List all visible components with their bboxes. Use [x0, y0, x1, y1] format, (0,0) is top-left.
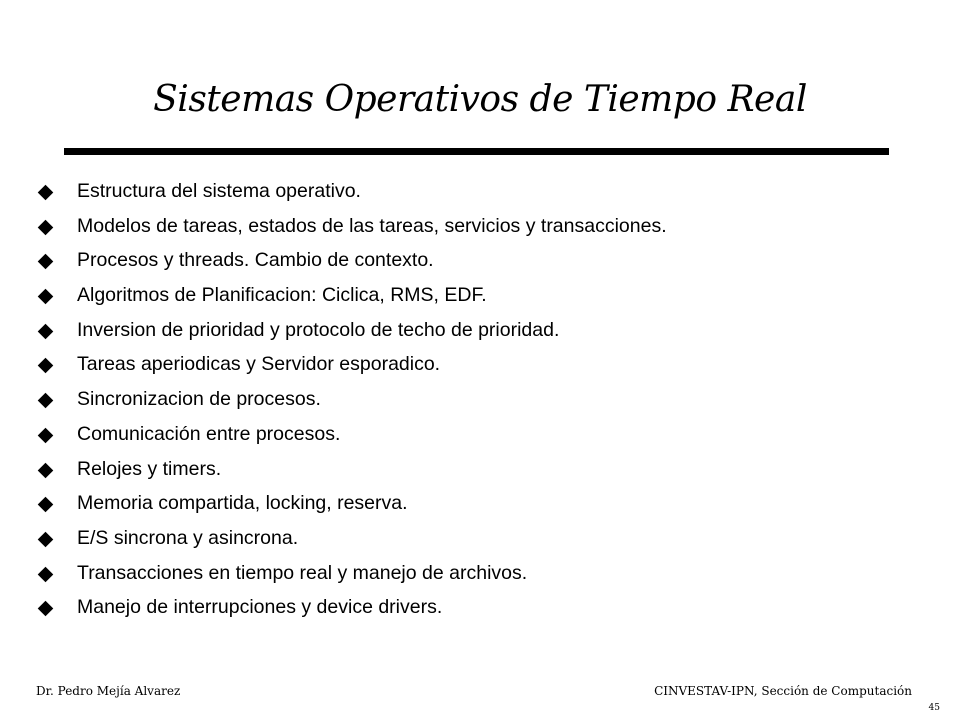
diamond-bullet-icon — [38, 358, 54, 374]
bullet-item — [40, 349, 667, 384]
slide-title: Sistemas Operativos de Tiempo Real — [153, 79, 807, 120]
footer-institution: CINVESTAV-IPN, Sección de Computación — [654, 684, 912, 698]
bullet-item — [40, 419, 667, 454]
bullet-item — [40, 523, 667, 558]
bullet-text: Memoria compartida, locking, reserva. — [77, 492, 408, 515]
diamond-bullet-icon — [38, 532, 54, 548]
diamond-bullet-icon — [38, 497, 54, 513]
diamond-bullet-icon — [38, 219, 54, 235]
bullet-item — [40, 176, 667, 211]
bullet-item — [40, 558, 667, 593]
bullet-text: Estructura del sistema operativo. — [77, 180, 361, 202]
footer-author: Dr. Pedro Mejía Alvarez — [36, 684, 181, 698]
diamond-bullet-icon — [38, 323, 54, 339]
bullet-text: Modelos de tareas, estados de las tareas, servicios y transacciones. — [77, 214, 667, 237]
diamond-bullet-icon — [38, 289, 54, 305]
title-underline — [64, 148, 889, 155]
bullet-text: Procesos y threads. Cambio de contexto. — [77, 249, 434, 272]
bullet-text: E/S sincrona y asincrona. — [77, 526, 299, 549]
bullet-text: Tareas aperiodicas y Servidor esporadico. — [77, 353, 441, 376]
bullet-text: Manejo de interrupciones y device drivers. — [77, 596, 443, 619]
diamond-bullet-icon — [38, 185, 54, 201]
diamond-bullet-icon — [38, 566, 54, 582]
diamond-bullet-icon — [38, 601, 54, 617]
bullet-item — [40, 280, 667, 315]
bullet-item — [40, 592, 667, 627]
diamond-bullet-icon — [38, 393, 54, 409]
bullet-item — [40, 488, 667, 523]
diamond-bullet-icon — [38, 254, 54, 270]
bullet-text: Algoritmos de Planificacion: Ciclica, RMS, EDF. — [77, 284, 487, 307]
bullet-item — [40, 211, 667, 246]
diamond-bullet-icon — [38, 428, 54, 444]
bullet-item — [40, 454, 667, 489]
bullet-text: Sincronizacion de procesos. — [77, 388, 321, 411]
bullet-text: Comunicación entre procesos. — [77, 422, 341, 445]
bullet-item — [40, 245, 667, 280]
bullet-text: Transacciones en tiempo real y manejo de archivos. — [77, 561, 528, 584]
bullet-text: Relojes y timers. — [77, 457, 222, 480]
page-number: 45 — [928, 703, 940, 713]
bullet-text: Inversion de prioridad y protocolo de techo de prioridad. — [77, 318, 560, 341]
diamond-bullet-icon — [38, 462, 54, 478]
bullet-item — [40, 315, 667, 350]
bullet-list — [40, 176, 667, 627]
bullet-item — [40, 384, 667, 419]
